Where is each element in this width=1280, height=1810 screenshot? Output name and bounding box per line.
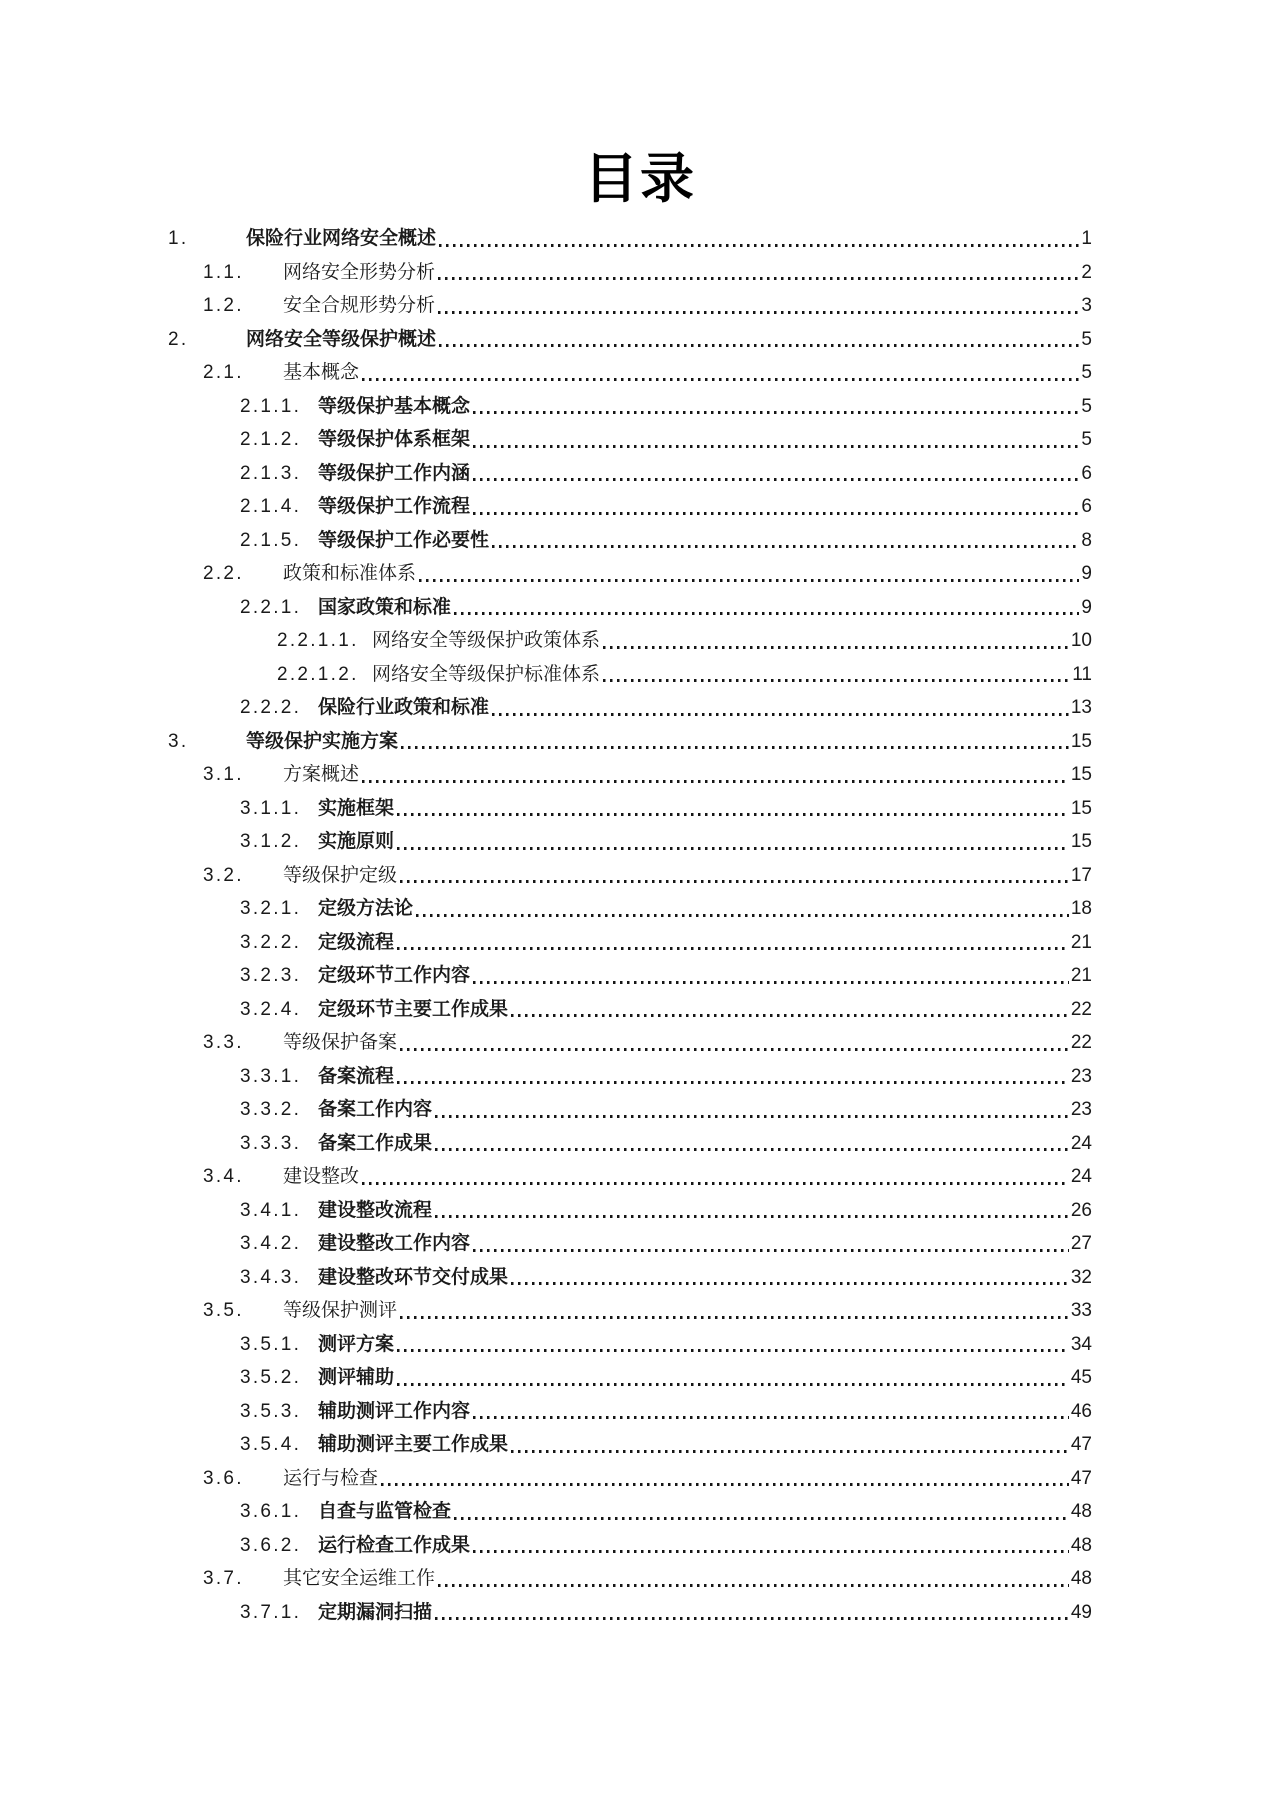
toc-entry-number: 3.4.2.	[240, 1233, 302, 1254]
toc-entry-number: 3.4.	[203, 1166, 244, 1187]
toc-entry-number: 2.	[168, 328, 189, 350]
toc-entry-page: 15	[1070, 797, 1092, 819]
toc-entry-page: 2	[1081, 261, 1092, 283]
toc-entry-label: 等级保护定级	[283, 864, 398, 886]
toc-entry-number: 3.3.	[203, 1032, 244, 1053]
toc-entry[interactable]	[0, 926, 1280, 960]
toc-entry-number: 2.1.4.	[240, 496, 302, 517]
toc-entry-label: 运行检查工作成果	[318, 1534, 471, 1556]
toc-entry-page: 11	[1072, 663, 1092, 685]
toc-entry-label: 定期漏洞扫描	[318, 1601, 433, 1623]
toc-entry-number: 3.1.	[203, 764, 244, 785]
toc-entry[interactable]	[0, 356, 1280, 390]
toc-entry[interactable]	[0, 1060, 1280, 1094]
toc-entry[interactable]	[0, 323, 1280, 357]
toc-entry-number: 1.2.	[203, 295, 244, 316]
dotted-leader	[439, 344, 1079, 347]
dotted-leader	[397, 947, 1069, 950]
dotted-leader	[473, 1416, 1069, 1419]
toc-entry-page: 1	[1081, 228, 1092, 249]
toc-entry-label: 等级保护工作必要性	[318, 529, 490, 551]
toc-entry-number: 3.	[168, 730, 189, 752]
toc-entry[interactable]	[0, 1361, 1280, 1395]
dotted-leader	[439, 244, 1079, 247]
toc-entry-number: 3.5.3.	[240, 1400, 302, 1422]
dotted-leader	[416, 914, 1069, 917]
toc-entry-page: 21	[1070, 965, 1092, 986]
toc-entry-page: 22	[1070, 1032, 1092, 1053]
toc-entry[interactable]	[0, 1462, 1280, 1496]
toc-entry-page: 5	[1081, 362, 1092, 383]
toc-entry-page: 21	[1070, 931, 1092, 953]
toc-entry-page: 5	[1081, 328, 1092, 350]
toc-entry-number: 3.6.1.	[240, 1501, 302, 1522]
toc-entry-number: 3.1.1.	[240, 797, 302, 819]
toc-entry[interactable]	[0, 825, 1280, 859]
toc-entry-number: 2.2.	[203, 563, 244, 584]
toc-entry-label: 备案工作内容	[318, 1099, 433, 1120]
toc-entry-page: 23	[1070, 1065, 1092, 1087]
dotted-leader	[438, 277, 1079, 280]
dotted-leader	[397, 1349, 1069, 1352]
toc-entry-page: 45	[1070, 1367, 1092, 1388]
toc-entry-number: 3.2.2.	[240, 931, 302, 953]
toc-entry-number: 3.3.3.	[240, 1132, 302, 1154]
toc-entry-number: 1.1.	[203, 261, 244, 283]
toc-entry[interactable]	[0, 725, 1280, 759]
toc-entry-label: 等级保护工作流程	[318, 496, 471, 517]
toc-entry-page: 24	[1070, 1132, 1092, 1154]
toc-entry-number: 2.1.	[203, 362, 244, 383]
dotted-leader	[435, 1617, 1069, 1620]
toc-entry[interactable]	[0, 1194, 1280, 1228]
toc-entry-page: 48	[1070, 1568, 1092, 1589]
dotted-leader	[397, 1383, 1069, 1386]
toc-entry-page: 10	[1070, 630, 1092, 651]
dotted-leader	[473, 1249, 1069, 1252]
toc-entry-number: 3.4.3.	[240, 1266, 302, 1288]
dotted-leader	[362, 378, 1079, 381]
toc-entry-number: 3.2.	[203, 864, 244, 886]
toc-entry-label: 方案概述	[283, 764, 360, 785]
toc-entry-label: 网络安全等级保护概述	[246, 328, 437, 350]
dotted-leader	[473, 445, 1079, 448]
dotted-leader	[381, 1483, 1069, 1486]
dotted-leader	[435, 1115, 1069, 1118]
dotted-leader	[473, 1550, 1069, 1553]
dotted-leader	[397, 847, 1069, 850]
toc-entry-label: 建设整改流程	[318, 1199, 433, 1221]
toc-entry-number: 3.3.1.	[240, 1065, 302, 1087]
toc-entry-label: 等级保护备案	[283, 1032, 398, 1053]
dotted-leader	[492, 713, 1069, 716]
toc-entry[interactable]	[0, 1294, 1280, 1328]
toc-entry[interactable]	[0, 490, 1280, 524]
toc-entry[interactable]	[0, 959, 1280, 993]
toc-entry-label: 建设整改环节交付成果	[318, 1266, 509, 1288]
toc-entry-number: 3.6.	[203, 1467, 244, 1489]
toc-entry-number: 2.1.2.	[240, 429, 302, 450]
dotted-leader	[397, 813, 1069, 816]
toc-list	[0, 222, 1280, 1629]
dotted-leader	[400, 1316, 1069, 1319]
toc-entry-page: 15	[1070, 831, 1092, 852]
toc-entry-page: 32	[1070, 1266, 1092, 1288]
dotted-leader	[492, 545, 1079, 548]
toc-entry-number: 1.	[168, 228, 189, 249]
toc-entry-page: 15	[1070, 730, 1092, 752]
dotted-leader	[454, 612, 1079, 615]
dotted-leader	[473, 478, 1079, 481]
toc-entry-page: 47	[1070, 1434, 1092, 1455]
toc-entry-page: 13	[1070, 697, 1092, 718]
toc-entry-page: 5	[1081, 429, 1092, 450]
dotted-leader	[603, 679, 1070, 682]
dotted-leader	[419, 579, 1079, 582]
toc-entry-label: 辅助测评主要工作成果	[318, 1434, 509, 1455]
toc-entry-label: 测评方案	[318, 1333, 395, 1355]
toc-entry[interactable]	[0, 758, 1280, 792]
toc-entry-number: 3.2.1.	[240, 898, 302, 919]
toc-entry[interactable]	[0, 289, 1280, 323]
toc-entry-label: 政策和标准体系	[283, 563, 417, 584]
toc-entry-page: 18	[1070, 898, 1092, 919]
toc-entry-label: 自查与监管检查	[318, 1501, 452, 1522]
toc-entry-label: 网络安全等级保护政策体系	[372, 630, 601, 651]
dotted-leader	[397, 1081, 1069, 1084]
dotted-leader	[438, 311, 1079, 314]
toc-entry-number: 3.5.	[203, 1300, 244, 1321]
dotted-leader	[473, 411, 1079, 414]
toc-entry-label: 实施框架	[318, 797, 395, 819]
toc-entry[interactable]	[0, 892, 1280, 926]
toc-entry-label: 国家政策和标准	[318, 596, 452, 618]
toc-entry-label: 等级保护基本概念	[318, 395, 471, 417]
toc-entry[interactable]	[0, 222, 1280, 256]
toc-entry-number: 2.2.1.1.	[277, 630, 359, 651]
toc-entry[interactable]	[0, 691, 1280, 725]
toc-entry-label: 其它安全运维工作	[283, 1568, 436, 1589]
toc-entry-label: 基本概念	[283, 362, 360, 383]
dotted-leader	[454, 1517, 1069, 1520]
toc-entry[interactable]	[0, 1093, 1280, 1127]
toc-entry-number: 2.2.1.2.	[277, 663, 359, 685]
toc-entry-label: 测评辅助	[318, 1367, 395, 1388]
toc-entry-label: 备案流程	[318, 1065, 395, 1087]
toc-entry[interactable]	[0, 1328, 1280, 1362]
toc-entry-number: 2.2.2.	[240, 697, 302, 718]
toc-entry-page: 33	[1070, 1300, 1092, 1321]
toc-entry-number: 3.2.3.	[240, 965, 302, 986]
toc-entry-label: 等级保护测评	[283, 1300, 398, 1321]
toc-entry-page: 48	[1070, 1501, 1092, 1522]
toc-entry-label: 定级环节工作内容	[318, 965, 471, 986]
toc-entry[interactable]	[0, 390, 1280, 424]
toc-entry-page: 22	[1070, 998, 1092, 1020]
toc-entry[interactable]	[0, 524, 1280, 558]
dotted-leader	[438, 1584, 1069, 1587]
toc-entry-page: 49	[1070, 1601, 1092, 1623]
toc-entry[interactable]	[0, 557, 1280, 591]
toc-entry-label: 辅助测评工作内容	[318, 1400, 471, 1422]
toc-entry-page: 15	[1070, 764, 1092, 785]
dotted-leader	[511, 1450, 1069, 1453]
toc-entry-label: 定级方法论	[318, 898, 414, 919]
toc-entry-number: 2.1.5.	[240, 529, 302, 551]
toc-entry-page: 24	[1070, 1166, 1092, 1187]
toc-entry[interactable]	[0, 658, 1280, 692]
toc-entry[interactable]	[0, 591, 1280, 625]
toc-entry-label: 保险行业政策和标准	[318, 697, 490, 718]
toc-entry-label: 运行与检查	[283, 1467, 379, 1489]
toc-entry-label: 保险行业网络安全概述	[246, 228, 437, 249]
toc-entry-page: 9	[1081, 596, 1092, 618]
toc-entry-page: 34	[1070, 1333, 1092, 1355]
toc-entry-page: 47	[1070, 1467, 1092, 1489]
toc-entry-page: 23	[1070, 1099, 1092, 1120]
toc-entry[interactable]	[0, 859, 1280, 893]
toc-entry[interactable]	[0, 1562, 1280, 1596]
toc-entry-number: 3.7.	[203, 1568, 244, 1589]
dotted-leader	[362, 780, 1069, 783]
toc-entry[interactable]	[0, 1529, 1280, 1563]
toc-entry-label: 实施原则	[318, 831, 395, 852]
toc-entry[interactable]	[0, 1495, 1280, 1529]
toc-entry-number: 3.7.1.	[240, 1601, 302, 1623]
toc-entry[interactable]	[0, 1026, 1280, 1060]
dotted-leader	[435, 1148, 1069, 1151]
toc-entry-number: 3.2.4.	[240, 998, 302, 1020]
toc-entry-page: 27	[1070, 1233, 1092, 1254]
dotted-leader	[401, 746, 1069, 749]
toc-entry-page: 46	[1070, 1400, 1092, 1422]
toc-entry[interactable]	[0, 1428, 1280, 1462]
dotted-leader	[511, 1282, 1069, 1285]
toc-entry-label: 备案工作成果	[318, 1132, 433, 1154]
toc-entry-number: 3.1.2.	[240, 831, 302, 852]
toc-entry[interactable]	[0, 1596, 1280, 1630]
toc-entry[interactable]	[0, 256, 1280, 290]
toc-entry-page: 3	[1081, 295, 1092, 316]
toc-entry[interactable]	[0, 423, 1280, 457]
dotted-leader	[400, 1048, 1069, 1051]
toc-entry[interactable]	[0, 1261, 1280, 1295]
dotted-leader	[473, 512, 1079, 515]
toc-entry-label: 等级保护体系框架	[318, 429, 471, 450]
toc-entry[interactable]	[0, 1395, 1280, 1429]
toc-entry[interactable]	[0, 1160, 1280, 1194]
toc-entry-number: 3.5.4.	[240, 1434, 302, 1455]
toc-entry[interactable]	[0, 792, 1280, 826]
dotted-leader	[511, 1014, 1069, 1017]
toc-entry-number: 2.1.1.	[240, 395, 302, 417]
dotted-leader	[400, 880, 1069, 883]
toc-entry-page: 9	[1081, 563, 1092, 584]
toc-entry-number: 3.4.1.	[240, 1199, 302, 1221]
toc-entry[interactable]	[0, 993, 1280, 1027]
toc-entry-number: 3.5.2.	[240, 1367, 302, 1388]
toc-entry-page: 8	[1081, 529, 1092, 551]
toc-entry-label: 安全合规形势分析	[283, 295, 436, 316]
toc-entry[interactable]	[0, 1127, 1280, 1161]
toc-entry-label: 定级环节主要工作成果	[318, 998, 509, 1020]
toc-entry-page: 6	[1081, 496, 1092, 517]
dotted-leader	[435, 1215, 1069, 1218]
toc-entry-label: 等级保护工作内涵	[318, 462, 471, 484]
toc-entry-number: 3.3.2.	[240, 1099, 302, 1120]
dotted-leader	[473, 981, 1069, 984]
toc-entry-number: 2.1.3.	[240, 462, 302, 484]
toc-entry-page: 17	[1070, 864, 1092, 886]
toc-entry[interactable]	[0, 624, 1280, 658]
toc-entry-page: 26	[1070, 1199, 1092, 1221]
toc-entry-page: 6	[1081, 462, 1092, 484]
toc-entry-number: 2.2.1.	[240, 596, 302, 618]
toc-entry[interactable]	[0, 1227, 1280, 1261]
dotted-leader	[603, 646, 1069, 649]
toc-entry-number: 3.5.1.	[240, 1333, 302, 1355]
toc-entry-page: 48	[1070, 1534, 1092, 1556]
toc-entry-page: 5	[1081, 395, 1092, 417]
toc-entry[interactable]	[0, 457, 1280, 491]
toc-entry-label: 网络安全形势分析	[283, 261, 436, 283]
toc-entry-label: 网络安全等级保护标准体系	[372, 663, 601, 685]
toc-entry-label: 定级流程	[318, 931, 395, 953]
dotted-leader	[362, 1182, 1069, 1185]
toc-entry-label: 建设整改	[283, 1166, 360, 1187]
toc-entry-label: 建设整改工作内容	[318, 1233, 471, 1254]
toc-entry-label: 等级保护实施方案	[246, 730, 399, 752]
toc-entry-number: 3.6.2.	[240, 1534, 302, 1556]
page-title: 目录	[584, 149, 696, 209]
